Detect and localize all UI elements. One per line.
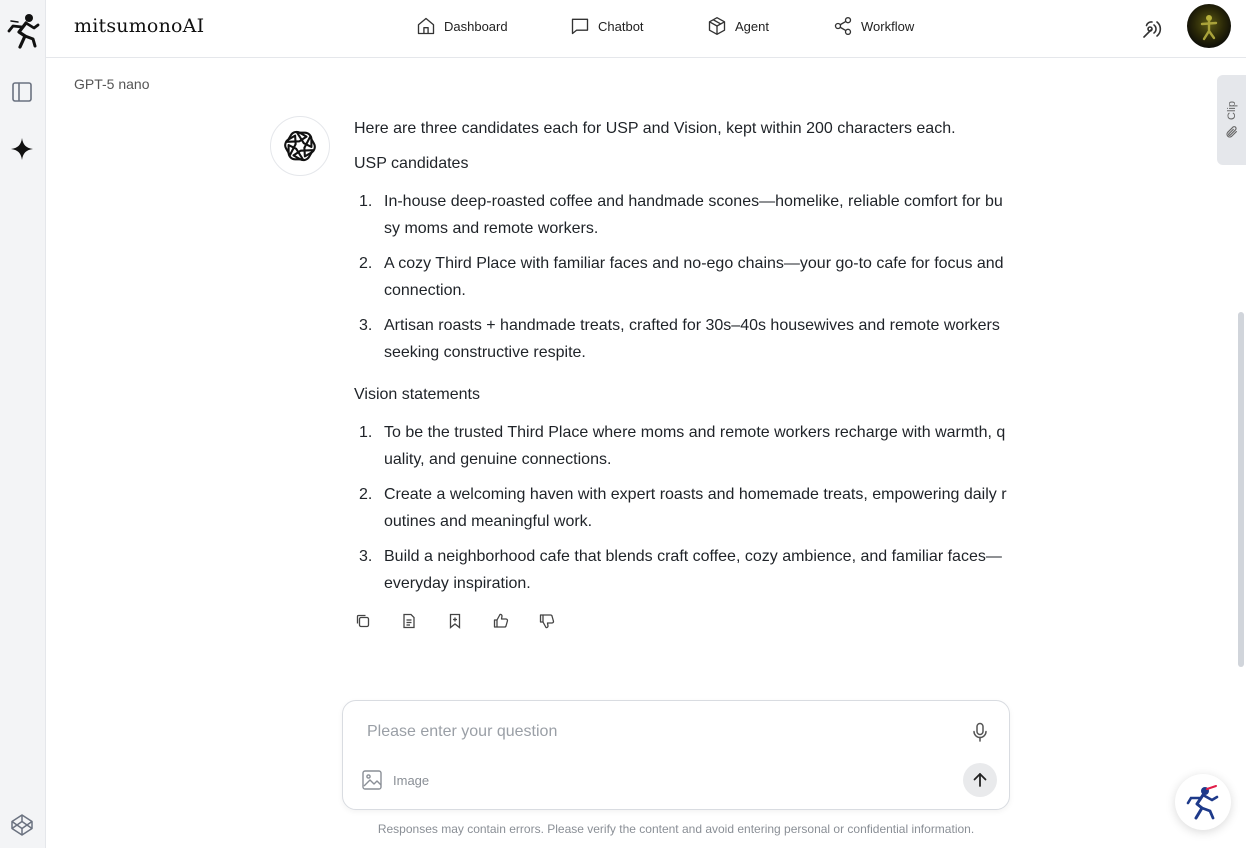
list-item: 1. In-house deep-roasted coffee and handmade scones—homelike, reliable comfort for busy moms and remote workers. — [354, 188, 1010, 242]
copy-icon[interactable] — [354, 612, 372, 630]
thumbs-up-icon[interactable] — [492, 612, 510, 630]
send-button[interactable] — [963, 763, 997, 797]
codepen-cube-icon[interactable] — [10, 813, 34, 837]
usp-heading: USP candidates — [354, 155, 469, 172]
list-item: 3. Artisan roasts + handmade treats, crafted for 30s–40s housewives and remote workers seeking constructive respite. — [354, 312, 1010, 366]
nav-agent[interactable] — [707, 16, 769, 36]
list-item: 3. Build a neighborhood cafe that blends craft coffee, cozy ambience, and familiar faces—everyday inspiration. — [354, 543, 1010, 597]
disclaimer-text: Responses may contain errors. Please verify the content and avoid entering personal or confidential information. — [377, 822, 975, 836]
microphone-icon[interactable] — [969, 721, 991, 743]
usp-item-2: A cozy Third Place with familiar faces and no-ego chains—your go-to cafe for focus and connection. — [384, 255, 1004, 299]
bookmark-add-icon[interactable] — [446, 612, 464, 630]
list-item: 2. A cozy Third Place with familiar faces and no-ego chains—your go-to cafe for focus and connection. — [354, 250, 1010, 304]
model-label[interactable]: GPT-5 nano — [74, 76, 150, 92]
message-intro: Here are three candidates each for USP and Vision, kept within 200 characters each. — [354, 120, 956, 137]
ninja-mascot-icon — [1183, 782, 1223, 822]
usp-item-3: Artisan roasts + handmade treats, crafted for 30s–40s housewives and remote workers seeking constructive respite. — [384, 317, 1000, 361]
nav-dashboard[interactable] — [416, 16, 508, 36]
left-rail — [0, 0, 46, 848]
broadcast-icon[interactable] — [1139, 16, 1163, 40]
nav-workflow-label: Workflow — [861, 18, 915, 34]
sidebar-toggle-icon[interactable] — [10, 80, 34, 104]
home-icon — [416, 16, 436, 36]
chat-composer — [342, 700, 1010, 810]
image-upload-button[interactable] — [361, 769, 429, 791]
image-label: Image — [393, 772, 430, 788]
runner-logo-icon[interactable] — [5, 12, 41, 50]
vision-list — [354, 419, 1010, 597]
nav-workflow[interactable] — [833, 16, 914, 36]
vision-item-3: Build a neighborhood cafe that blends craft coffee, cozy ambience, and familiar faces—everyday inspiration. — [384, 548, 1002, 592]
nav-agent-label: Agent — [735, 18, 769, 34]
message-actions — [354, 612, 556, 630]
sparkle-icon[interactable] — [9, 136, 35, 162]
question-input[interactable] — [367, 723, 927, 741]
clip-label: Clip — [1225, 100, 1238, 120]
paperclip-icon — [1225, 125, 1239, 139]
vision-heading: Vision statements — [354, 386, 480, 403]
image-icon — [361, 769, 383, 791]
share-nodes-icon — [833, 16, 853, 36]
usp-item-1: In-house deep-roasted coffee and handmade scones—homelike, reliable comfort for busy moms and remote workers. — [384, 193, 1003, 237]
thumbs-down-icon[interactable] — [538, 612, 556, 630]
nav-chatbot-label: Chatbot — [598, 18, 644, 34]
list-item: 2. Create a welcoming haven with expert roasts and homemade treats, empowering daily routines and meaningful work. — [354, 481, 1010, 535]
vision-item-2: Create a welcoming haven with expert roasts and homemade treats, empowering daily routines and meaningful work. — [384, 486, 1007, 530]
cube-icon — [707, 16, 727, 36]
document-icon[interactable] — [400, 612, 418, 630]
nav-dashboard-label: Dashboard — [444, 18, 508, 34]
page-scrollbar[interactable] — [1238, 312, 1244, 667]
floating-assistant-button[interactable] — [1175, 774, 1231, 830]
list-item: 1. To be the trusted Third Place where moms and remote workers recharge with warmth, quality, and genuine connections. — [354, 419, 1010, 473]
arrow-up-icon — [971, 771, 989, 789]
brand-name[interactable]: mitsumonoAI — [74, 15, 205, 37]
bot-avatar — [270, 116, 330, 176]
user-avatar[interactable] — [1187, 4, 1231, 48]
openai-logo-icon — [281, 127, 319, 165]
avatar-figure-icon — [1187, 4, 1231, 48]
vision-item-1: To be the trusted Third Place where moms and remote workers recharge with warmth, quality, and genuine connections. — [384, 424, 1006, 468]
nav-chatbot[interactable] — [570, 16, 644, 36]
chat-bubble-icon — [570, 16, 590, 36]
clip-tab[interactable] — [1217, 75, 1246, 165]
usp-list — [354, 188, 1010, 366]
assistant-message — [354, 118, 1010, 605]
top-header — [46, 0, 1246, 58]
